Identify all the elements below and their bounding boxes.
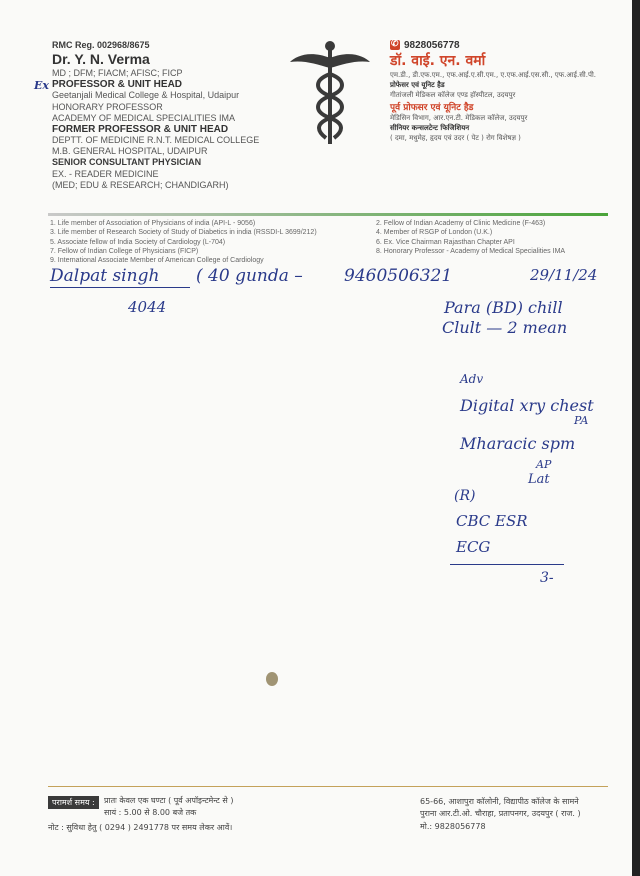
- doctor-name-hindi: डॉ. वाई. एन. वर्मा: [390, 53, 486, 69]
- membership-item: 6. Ex. Vice Chairman Rajasthan Chapter API: [376, 238, 515, 246]
- affiliation-line: HONORARY PROFESSOR: [52, 101, 163, 112]
- doctor-name: Dr. Y. N. Verma: [52, 51, 150, 68]
- senior-title-hindi: सीनियर कन्सलटेन्ट फिजिशियन: [390, 124, 470, 132]
- footer-phone: मो.: 9828056778: [420, 822, 486, 831]
- former-title: FORMER PROFESSOR & UNIT HEAD: [52, 124, 229, 136]
- rx-mark: (R): [454, 488, 476, 504]
- affiliation-hindi: मेडिसिन विभाग, आर.एन.टी. मेडिकल कॉलेज, उदयपुर: [390, 114, 528, 122]
- membership-item: 1. Life member of Association of Physicians of india (API-L - 9056): [50, 220, 256, 227]
- investigation-line: CBC ESR: [456, 512, 528, 530]
- appointment-note: नोट : सुविधा हेतु ( 0294 ) 2491778 पर समय लेकर आवें।: [48, 823, 233, 832]
- investigation-line: ECG: [456, 538, 491, 556]
- membership-item: 9. International Associate Member of American College of Cardiology: [50, 257, 264, 265]
- membership-item: 8. Honorary Professor - Academy of Medical Specialities IMA: [376, 247, 566, 255]
- consultation-time-badge: परामर्श समय :: [48, 796, 99, 809]
- visit-date: 29/11/24: [530, 266, 598, 284]
- membership-item: 3. Life member of Research Society of Study of Diabetics in india (RSSDI-L 3699/212): [50, 229, 317, 237]
- complaint-line: Para (BD) chill: [444, 298, 563, 317]
- memberships-right: [376, 219, 565, 256]
- membership-item: 5. Associate fellow of India Society of Cardiology (L-704): [50, 238, 226, 246]
- advice-note: AP: [536, 458, 552, 471]
- header-phone: ✆9828056778: [390, 40, 630, 51]
- affiliation-line: M.B. GENERAL HOSPITAL, UDAIPUR: [52, 146, 208, 157]
- advice-line: Digital xry chest: [460, 396, 594, 415]
- senior-title: SENIOR CONSULTANT PHYSICIAN: [52, 157, 202, 168]
- record-number: 4044: [128, 298, 167, 316]
- signature-mark: 3-: [540, 570, 554, 586]
- membership-item: 2. Fellow of Indian Academy of Clinic Medicine (F-463): [376, 220, 546, 227]
- advice-line: Mharacic spm: [460, 434, 576, 453]
- advice-note: PA: [574, 414, 589, 427]
- affiliation-line: DEPTT. OF MEDICINE R.N.T. MEDICAL COLLEGE: [52, 135, 260, 146]
- qualifications-hindi: एम.डी., डी.एफ.एम., एफ.आई.ए.सी.एम., ए.एफ.आई.एस.सी., एफ.आई.सी.पी.: [390, 71, 596, 79]
- address-line: पुराना आर.टी.ओ. चौराहा, प्रतापनगर, उदयपुर ( राज. ): [420, 809, 581, 818]
- patient-phone: 9460506321: [344, 266, 453, 286]
- registration-number: RMC Reg. 002968/8675: [52, 40, 150, 50]
- current-title: Ex PROFESSOR & UNIT HEAD: [34, 79, 183, 93]
- address-line: 65-66, आशापुरा कॉलोनी, विद्यापीठ कॉलेज के सामने: [420, 797, 579, 806]
- title-hindi: प्रोफेसर एवं यूनिट हैड: [390, 81, 445, 89]
- doctor-details-english: [34, 40, 312, 191]
- qualifications: MD ; DFM; FIACM; AFISC; FICP: [52, 68, 183, 79]
- affiliation-line: Geetanjali Medical College & Hospital, Udaipur: [52, 90, 240, 101]
- consultation-time: सायं : 5.00 से 8.00 बजे तक: [104, 808, 197, 817]
- scan-edge: [632, 0, 640, 876]
- speciality-hindi: ( दमा, मधुमेह, हृदय एवं उदर ( पेट ) रोग विशेषज्ञ ): [390, 134, 521, 142]
- doctor-details-hindi: [390, 40, 630, 143]
- patient-age-place: ( 40 gunda –: [196, 266, 303, 286]
- memberships-left: [50, 219, 317, 265]
- membership-item: 4. Member of RSGP of London (U.K.): [376, 229, 493, 237]
- name-underline: [50, 287, 190, 288]
- handwritten-ex-note: Ex: [34, 79, 49, 93]
- former-title-hindi: पूर्व प्रोफसर एवं यूनिट हैड: [390, 103, 474, 113]
- footer-divider: [48, 786, 608, 787]
- header-divider: [48, 213, 608, 216]
- affiliation-line: (MED; EDU & RESEARCH; CHANDIGARH): [52, 179, 229, 190]
- affiliation-hindi: गीतांजली मेडिकल कॉलेज एण्ड हॉस्पीटल, उदयपुर: [390, 91, 516, 99]
- advice-label: Adv: [460, 372, 484, 386]
- ink-stain: [266, 672, 278, 686]
- caduceus-icon: [290, 40, 370, 150]
- complaint-line: Clult — 2 mean: [442, 318, 568, 337]
- membership-item: 7. Fellow of Indian College of Physicians (FICP): [50, 247, 199, 255]
- patient-name: Dalpat singh: [50, 266, 160, 286]
- affiliation-line: EX. - READER MEDICINE: [52, 168, 159, 179]
- phone-icon: [390, 40, 400, 50]
- investigation-underline: [450, 564, 564, 565]
- consultation-time: प्रातः केवल एक घण्टा ( पूर्व अपॉइन्टमेन्ट से ): [104, 796, 234, 805]
- affiliation-line: ACADEMY OF MEDICAL SPECIALITIES IMA: [52, 112, 236, 123]
- advice-note: Lat: [528, 472, 550, 487]
